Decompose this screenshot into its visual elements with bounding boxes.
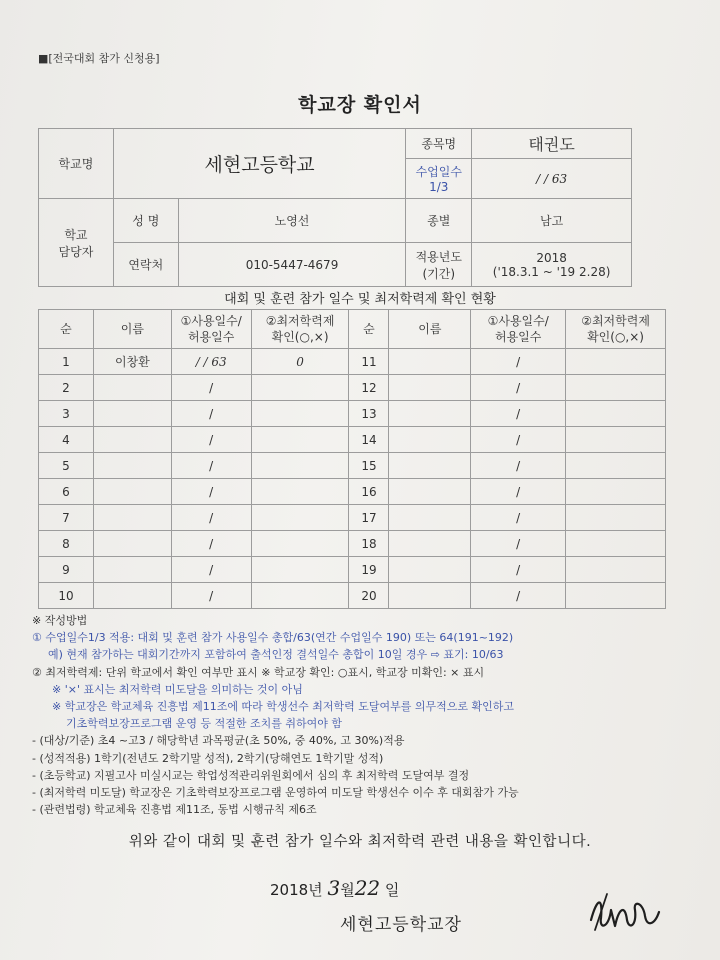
row-no: 12 (349, 375, 389, 401)
hdr-min-right-1: ②최저학력제 (581, 314, 650, 328)
row-name (389, 401, 471, 427)
row-no: 20 (349, 583, 389, 609)
period-text: ('18.3.1 ~ '19 2.28) (492, 264, 611, 279)
row-min (251, 453, 349, 479)
row-no: 19 (349, 557, 389, 583)
category-label: 종별 (406, 199, 472, 243)
row-min (251, 557, 349, 583)
row-no: 5 (39, 453, 94, 479)
table-row (39, 479, 666, 505)
detail-3: - (초등학교) 지필고사 미실시교는 학업성적관리위원회에서 심의 후 최저학력 도달여부 결정 (32, 768, 470, 782)
row-name (93, 557, 171, 583)
row-no: 14 (349, 427, 389, 453)
row-min (251, 427, 349, 453)
table-row (39, 557, 666, 583)
row-days: / (471, 401, 566, 427)
row-name (389, 427, 471, 453)
sport-label: 종목명 (406, 129, 472, 159)
row-no: 4 (39, 427, 94, 453)
row-min (566, 375, 666, 401)
row-days: / (171, 583, 251, 609)
row-no: 18 (349, 531, 389, 557)
row-no: 13 (349, 401, 389, 427)
row-name (389, 583, 471, 609)
instructions (32, 612, 702, 818)
row-days: / (171, 505, 251, 531)
hdr-days-right-1: ①사용일수/ (487, 314, 549, 328)
info-table (38, 128, 632, 287)
hdr-name-right: 이름 (389, 310, 471, 349)
row-days: / (471, 453, 566, 479)
detail-2: - (성적적용) 1학기(전년도 2학기말 성적), 2학기(당해연도 1학기말 성적) (32, 751, 384, 765)
date-month: 3 (327, 876, 341, 900)
note-3: ※ '×' 표시는 최저학력 미도달을 의미하는 것이 아님 (52, 682, 303, 696)
row-min (566, 349, 666, 375)
row-days: / (471, 427, 566, 453)
year-value (472, 243, 632, 287)
row-days: / (471, 479, 566, 505)
hdr-no-right: 순 (349, 310, 389, 349)
row-min (251, 583, 349, 609)
table-row (39, 427, 666, 453)
confirmation-text: 위와 같이 대회 및 훈련 참가 일수와 최저학력 관련 내용을 확인합니다. (128, 834, 592, 850)
year-label (406, 243, 472, 287)
year-label-line2: (기간) (422, 266, 456, 281)
note-1b: 예) 현재 참가하는 대회기간까지 포함하여 출석인정 결석일수 총합이 10일 경우 ⇨ 표기: 10/63 (48, 648, 504, 662)
row-days: / (171, 557, 251, 583)
hdr-no-left: 순 (39, 310, 94, 349)
row-no: 2 (39, 375, 94, 401)
row-name (389, 557, 471, 583)
row-min (566, 427, 666, 453)
row-min (251, 531, 349, 557)
row-name (389, 479, 471, 505)
row-name (93, 505, 171, 531)
row-name (389, 531, 471, 557)
row-min (251, 505, 349, 531)
note-4b: 기초학력보장프로그램 운영 등 적절한 조치를 취하여야 함 (66, 717, 343, 731)
form-tag: ■[전국대회 참가 신청용] (38, 52, 160, 65)
note-2: ② 최저학력제: 단위 학교에서 확인 여부만 표시 ※ 학교장 확인: ○표시, 학교장 미확인: × 표시 (32, 665, 485, 679)
row-name (389, 375, 471, 401)
class-days-value (472, 159, 632, 199)
row-days: / (471, 531, 566, 557)
hdr-name-left: 이름 (93, 310, 171, 349)
row-no: 11 (349, 349, 389, 375)
row-name: 이창환 (93, 349, 171, 375)
hdr-days-left-2: 허용일수 (188, 330, 235, 344)
date-day-unit: 일 (384, 881, 400, 899)
row-name (389, 505, 471, 531)
row-no: 17 (349, 505, 389, 531)
hdr-days-right (471, 310, 566, 349)
manager-label-line1: 학교 (64, 227, 88, 242)
row-min: 0 (251, 349, 349, 375)
participation-table (38, 309, 666, 609)
hdr-min-left-2: 확인(○,×) (271, 330, 329, 344)
table-row (39, 401, 666, 427)
category-value: 남고 (472, 199, 632, 243)
note-1a: ① 수업일수1/3 적용: 대회 및 훈련 참가 사용일수 총합/63(연간 수업일수 190) 또는 64(191~192) (32, 631, 514, 645)
row-min (251, 375, 349, 401)
row-name (93, 479, 171, 505)
year-label-line1: 적용년도 (415, 249, 462, 264)
row-min (566, 453, 666, 479)
row-name (93, 401, 171, 427)
table-row (39, 375, 666, 401)
row-days: / (471, 505, 566, 531)
name-value: 노영선 (178, 199, 406, 243)
row-name (93, 453, 171, 479)
sport-value: 태권도 (472, 129, 632, 159)
row-min (566, 557, 666, 583)
row-days: / (471, 349, 566, 375)
school-label: 학교명 (39, 129, 114, 199)
row-days: / (471, 583, 566, 609)
row-no: 16 (349, 479, 389, 505)
school-name: 세현고등학교 (113, 129, 405, 199)
row-days: / (171, 375, 251, 401)
table-row (39, 505, 666, 531)
notes-heading: ※ 작성방법 (32, 614, 88, 627)
detail-4: - (최저학력 미도달) 학교장은 기초학력보장프로그램 운영하여 미도달 학생선수 이수 후 대회참가 가능 (32, 786, 519, 800)
row-name (93, 583, 171, 609)
row-min (566, 479, 666, 505)
page-title: 학교장 확인서 (298, 94, 422, 116)
detail-1: - (대상/기준) 초4 ~고3 / 해당학년 과목평균(초 50%, 중 40%, 고 30%)적용 (32, 734, 405, 748)
class-days-label-text: 수업일수 (415, 165, 462, 179)
year-text: 2018 (536, 250, 567, 265)
row-name (389, 349, 471, 375)
row-no: 6 (39, 479, 94, 505)
row-name (93, 375, 171, 401)
section-title: 대회 및 훈련 참가 일수 및 최저학력제 확인 현황 (224, 292, 496, 307)
row-no: 1 (39, 349, 94, 375)
row-no: 15 (349, 453, 389, 479)
row-min (566, 583, 666, 609)
row-days: / (471, 375, 566, 401)
row-days: / (171, 479, 251, 505)
row-name (93, 427, 171, 453)
sign-date (270, 876, 399, 900)
hdr-days-left-1: ①사용일수/ (180, 314, 242, 328)
row-no: 10 (39, 583, 94, 609)
table-row (39, 583, 666, 609)
hdr-min-right-2: 확인(○,×) (587, 330, 644, 344)
hdr-min-left-1: ②최저학력제 (265, 314, 335, 328)
principal-title: 세현고등학교장 (340, 915, 462, 935)
row-days: / (171, 427, 251, 453)
row-no: 7 (39, 505, 94, 531)
manager-label-line2: 담당자 (58, 244, 94, 259)
row-no: 9 (39, 557, 94, 583)
row-days: / (471, 557, 566, 583)
date-year: 2018년 (270, 881, 323, 899)
class-days-label (406, 159, 472, 199)
date-day: 22 (354, 876, 381, 900)
contact-value: 010-5447-4679 (178, 243, 406, 287)
row-days: / (171, 453, 251, 479)
contact-label: 연락처 (113, 243, 178, 287)
detail-5: - (관련법령) 학교체육 진흥법 제11조, 동법 시행규칙 제6조 (32, 803, 317, 817)
signature-icon (585, 890, 665, 938)
table-row (39, 349, 666, 375)
table-row (39, 453, 666, 479)
row-name (389, 453, 471, 479)
row-min (566, 505, 666, 531)
hdr-min-right (566, 310, 666, 349)
row-min (251, 479, 349, 505)
row-no: 3 (39, 401, 94, 427)
hdr-days-right-2: 허용일수 (494, 330, 542, 344)
row-days: / (171, 401, 251, 427)
hdr-days-left (171, 310, 251, 349)
manager-label (39, 199, 114, 287)
row-min (566, 531, 666, 557)
row-min (251, 401, 349, 427)
note-4a: ※ 학교장은 학교체육 진흥법 제11조에 따라 학생선수 최저학력 도달여부를 의무적으로 확인하고 (52, 700, 514, 714)
hdr-min-left (251, 310, 349, 349)
row-min (566, 401, 666, 427)
row-days: / / 63 (171, 349, 251, 375)
table-row (39, 531, 666, 557)
name-label: 성 명 (113, 199, 178, 243)
date-month-unit: 월 (340, 881, 355, 899)
class-days-fraction: 1/3 (429, 180, 449, 194)
class-days-handwritten: / / 63 (536, 171, 568, 186)
row-days: / (171, 531, 251, 557)
row-no: 8 (39, 531, 94, 557)
row-name (93, 531, 171, 557)
